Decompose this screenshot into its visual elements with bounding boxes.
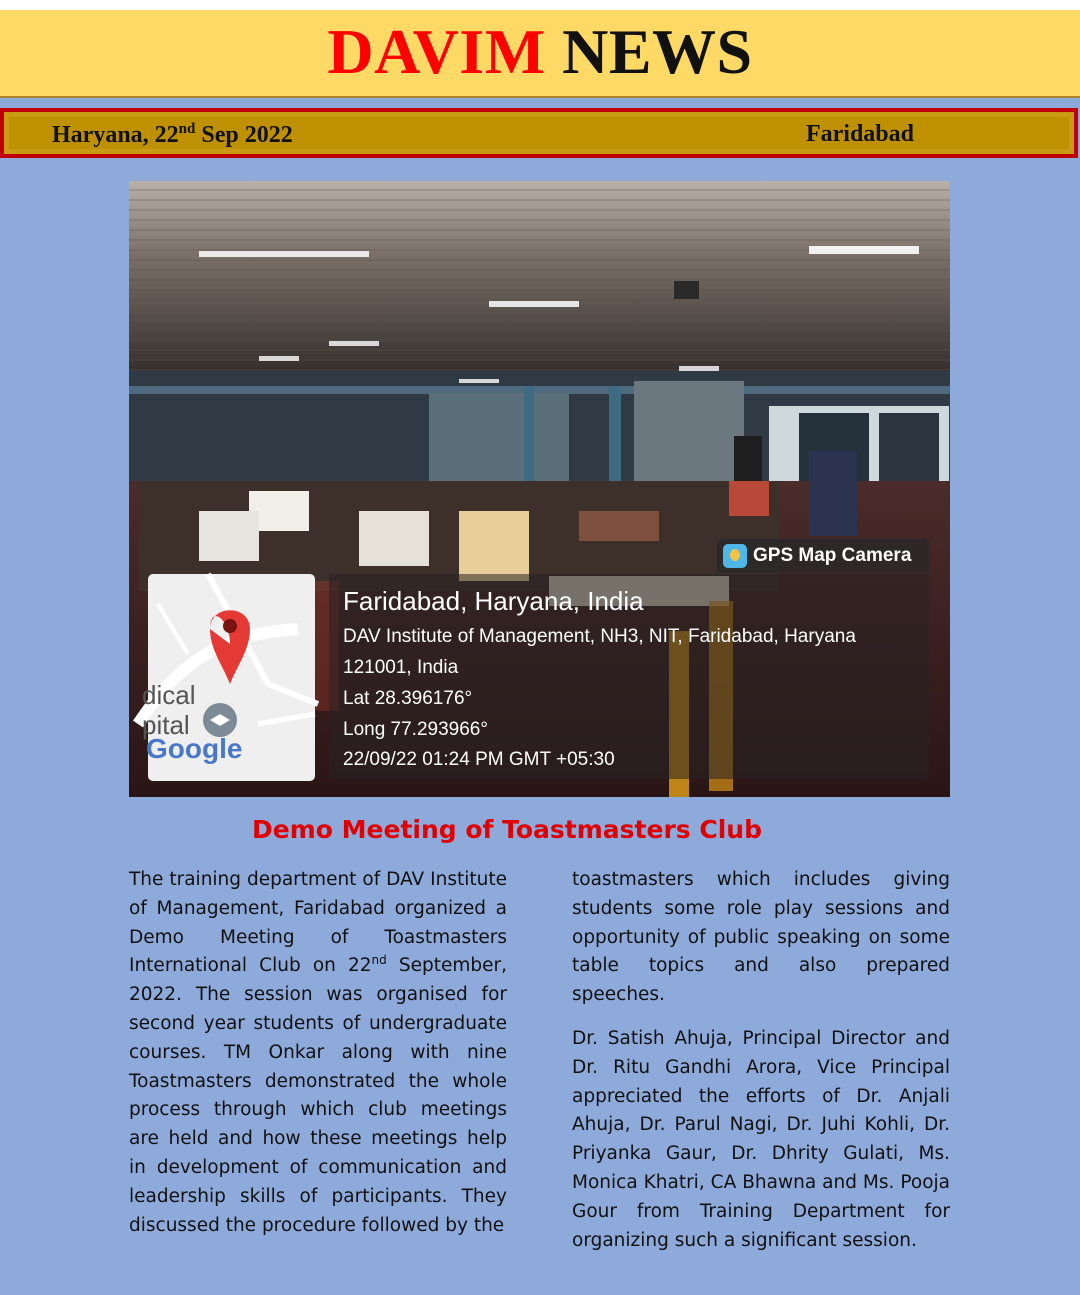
google-logo: Google — [146, 733, 243, 764]
article-headline: Demo Meeting of Toastmasters Club — [252, 815, 762, 844]
map-label-1: dical — [142, 680, 196, 710]
map-label-2: pital — [142, 710, 190, 740]
gps-address-line2: 121001, India — [343, 657, 459, 678]
gps-timestamp: 22/09/22 01:24 PM GMT +05:30 — [343, 749, 615, 770]
event-photo — [129, 181, 950, 797]
top-edge — [0, 0, 1080, 10]
article-paragraph-appreciation: Dr. Satish Ahuja, Principal Director and Dr. Ritu Gandhi Arora, Vice Principal appreciated the efforts of Dr. Anjali Ahuja, Dr. Parul Nagi, Dr. Juhi Kohli, Dr. Priyanka Gaur, Dr. Dhrity Gulati, Ms. Monica Khatri, CA Bhawna and Ms. Pooja Gour from Training Department for organizing such a significant session. — [572, 1027, 950, 1251]
dateline-bar — [0, 108, 1078, 158]
gps-info-panel — [329, 574, 929, 779]
gps-address-line1: DAV Institute of Management, NH3, NIT, Faridabad, Haryana — [343, 626, 856, 647]
map-graphic — [142, 574, 315, 781]
gps-latitude: Lat 28.396176° — [343, 688, 473, 709]
article-paragraph-continued: toastmasters which includes giving students some role play sessions and opportunity of public speaking on some table topics and also prepared speeches. — [572, 869, 950, 1006]
gps-longitude: Long 77.293966° — [343, 719, 488, 740]
map-thumbnail — [142, 574, 315, 781]
gps-camera-label: GPS Map Camera — [753, 545, 912, 566]
article-paragraph: The training department of DAV Institute of Management, Faridabad organized a Demo Meeting of Toastmasters International Club on 22nd September, 2022. The session was organised for second year students of undergraduate courses. TM Onkar along with nine Toastmasters demonstrated the whole process through which club meetings are held and how these meetings help in development of communication and leadership skills of participants. They discussed the procedure followed by the — [129, 869, 507, 1236]
gps-location: Faridabad, Haryana, India — [343, 586, 644, 616]
newsletter-title — [0, 10, 1080, 88]
map-pin-center — [223, 619, 237, 633]
title-davim: DAVIM — [327, 16, 546, 87]
masthead — [0, 10, 1080, 98]
dateline-date: Haryana, 22nd Sep 2022 — [52, 121, 293, 148]
title-news: NEWS — [562, 16, 753, 87]
article-column-right — [572, 866, 950, 1255]
gps-camera-icon — [723, 544, 747, 568]
dateline-city: Faridabad — [805, 121, 914, 147]
gps-camera-badge — [717, 539, 929, 573]
article-column-left — [129, 866, 507, 1240]
